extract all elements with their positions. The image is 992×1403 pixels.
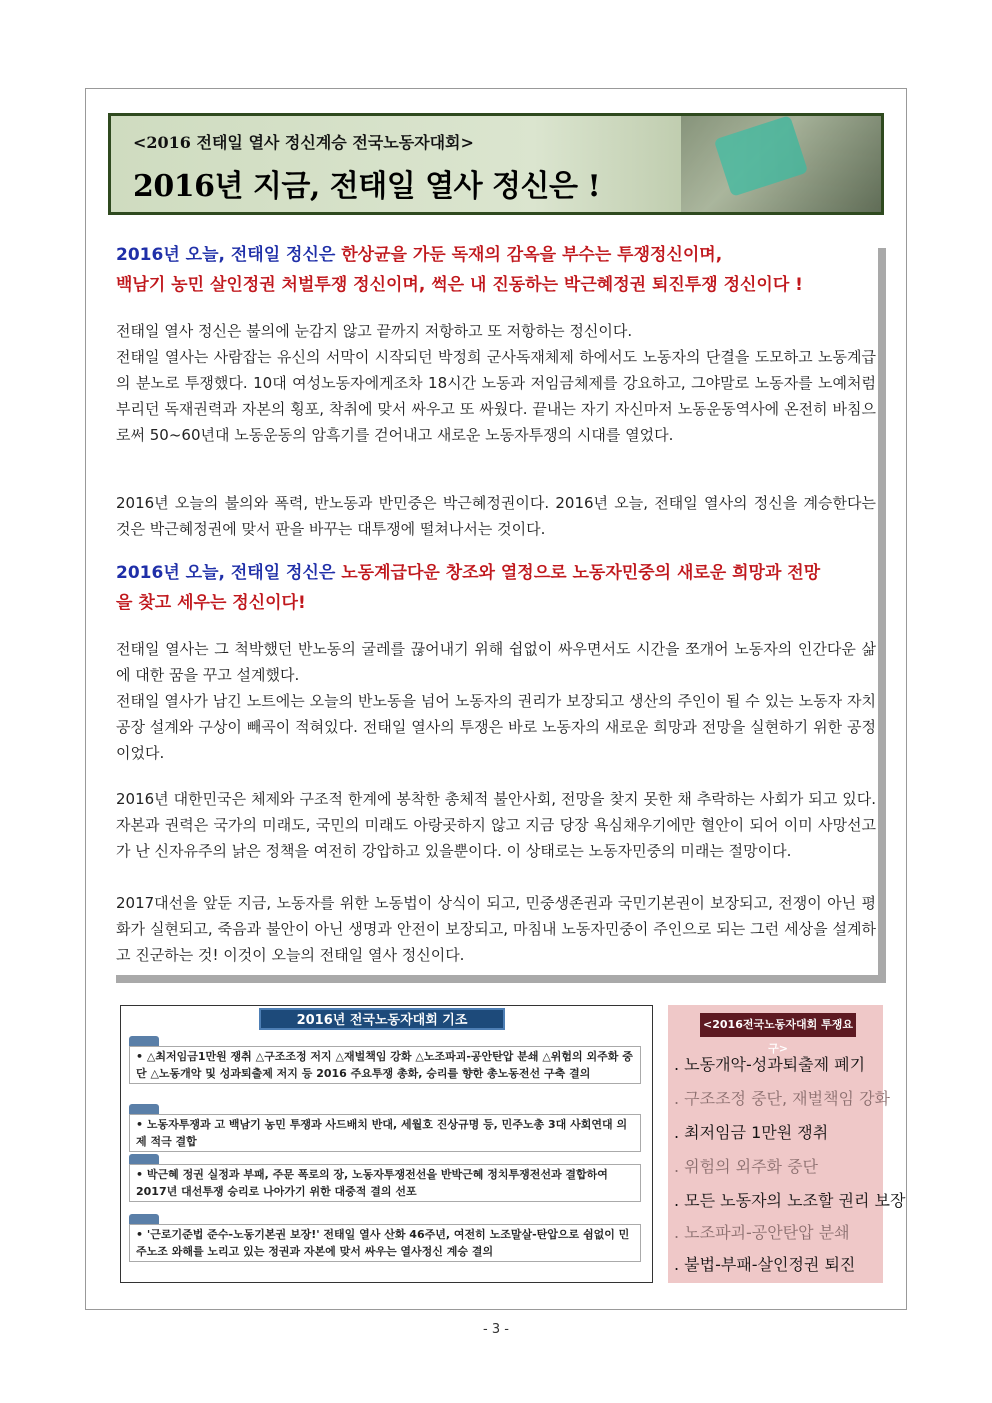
section2-headline-line2: 을 찾고 세우는 정신이다! — [116, 593, 306, 613]
keynote-title: 2016년 전국노동자대회 기조 — [259, 1008, 505, 1030]
section2-headline — [116, 558, 876, 618]
keynote-box — [120, 1005, 653, 1283]
main-article — [108, 240, 878, 975]
section1-headline-emphasis: 한상균을 가둔 독재의 감옥을 부수는 투쟁정신이며, — [341, 245, 723, 265]
section1-paragraph-1: 전태일 열사 정신은 불의에 눈감지 않고 끝까지 저항하고 또 저항하는 정신이다. — [116, 322, 633, 340]
demand-item: . 불법-부패-살인정권 퇴진 — [674, 1255, 856, 1274]
demand-item: . 최저임금 1만원 쟁취 — [674, 1123, 829, 1142]
keynote-tab — [129, 1036, 159, 1046]
section1-paragraph-2: 전태일 열사는 사람잡는 유신의 서막이 시작되던 박정희 군사독재체제 하에서도 노동자의 단결을 도모하고 노동계급의 분노로 투쟁했다. 10대 여성노동자에게조차 18시간 노동과 저임금체제를 강요하고, 그야말로 노동자를 노예처럼 부리던 독재권력과 자본의 횡포, 착취에 맞서 싸우고 또 싸웠다. 끝내는 자기 자신마저 노동운동역사에 온전히 바침으로써 50~60년대 노동운동의 암흑기를 걷어내고 새로운 노동자투쟁의 시대를 열었다. — [116, 348, 876, 444]
section2-paragraph-2: 전태일 열사가 남긴 노트에는 오늘의 반노동을 넘어 노동자의 권리가 보장되고 생산의 주인이 될 수 있는 노동자 자치 공장 설계와 구상이 빼곡이 적혀있다. 전태일 열사의 투쟁은 바로 노동자의 새로운 희망과 전망을 실현하기 위한 공정이었다. — [116, 692, 876, 762]
section1-headline — [116, 240, 876, 300]
demand-item: . 노조파괴-공안탄압 분쇄 — [674, 1223, 850, 1242]
section1-paragraph-3: 2016년 오늘의 불의와 폭력, 반노동과 반민중은 박근혜정권이다. 2016년 오늘, 전태일 열사의 정신을 계승한다는 것은 박근혜정권에 맞서 판을 바꾸는 대투쟁에 떨쳐나서는 것이다. — [116, 494, 876, 538]
section2-paragraph-1: 전태일 열사는 그 척박했던 반노동의 굴레를 끊어내기 위해 쉽없이 싸우면서도 시간을 쪼개어 노동자의 인간다운 삶에 대한 꿈을 꾸고 설계했다. — [116, 640, 876, 684]
demand-item: . 구조조정 중단, 재벌책임 강화 — [674, 1089, 890, 1108]
demand-item: . 모든 노동자의 노조할 권리 보장 — [674, 1191, 906, 1210]
keynote-item: • 노동자투쟁과 고 백남기 농민 투쟁과 사드배치 반대, 세월호 진상규명 등, 민주노총 3대 사회연대 의제 적극 결합 — [129, 1114, 641, 1152]
demands-box — [668, 1005, 906, 1283]
section2-headline-lead: 2016년 오늘, 전태일 정신은 — [116, 563, 342, 583]
demand-item: . 노동개악-성과퇴출제 폐기 — [674, 1055, 866, 1074]
keynote-tab — [129, 1154, 159, 1164]
protest-sign-image — [714, 115, 809, 197]
banner-photo — [681, 116, 881, 212]
demands-title: <2016전국노동자대회 투쟁요구> — [700, 1013, 856, 1037]
keynote-tab — [129, 1214, 159, 1224]
banner-subtitle: <2016 전태일 열사 정신계승 전국노동자대회> — [133, 133, 474, 152]
banner-title: 2016년 지금, 전태일 열사 정신은 ! — [133, 169, 601, 204]
section2-headline-emphasis: 노동계급다운 창조와 열정으로 노동자민중의 새로운 희망과 전망 — [341, 563, 821, 583]
keynote-item: • 박근혜 정권 실정과 부패, 주문 폭로의 장, 노동자투쟁전선을 반박근혜 정치투쟁전선과 결합하여 2017년 대선투쟁 승리로 나아가기 위한 대중적 결의 선포 — [129, 1164, 641, 1202]
section1-headline-lead: 2016년 오늘, 전태일 정신은 — [116, 245, 342, 265]
keynote-item: • △최저임금1만원 쟁취 △구조조정 저지 △재벌책임 강화 △노조파괴-공안탄압 분쇄 △위험의 외주화 중단 △노동개악 및 성과퇴출제 저지 등 2016 주요투쟁 총화, 승리를 향한 총노동전선 구축 결의 — [129, 1046, 641, 1084]
section2-paragraph-4: 2017대선을 앞둔 지금, 노동자를 위한 노동법이 상식이 되고, 민중생존권과 국민기본권이 보장되고, 전쟁이 아닌 평화가 실현되고, 죽음과 불안이 아닌 생명과 안전이 보장되고, 마침내 노동자민중이 주인으로 되는 그런 세상을 설계하고 진군하는 것! 이것이 오늘의 전태일 열사 정신이다. — [116, 894, 876, 964]
page-number: - 3 - — [483, 1322, 509, 1337]
section2-paragraph-3: 2016년 대한민국은 체제와 구조적 한계에 봉착한 총체적 불안사회, 전망을 찾지 못한 채 추락하는 사회가 되고 있다. 자본과 권력은 국가의 미래도, 국민의 미래도 아랑곳하지 않고 지금 당장 욕심채우기에만 혈안이 되어 이미 사망선고가 난 신자유주의 낡은 정책을 여전히 강압하고 있을뿐이다. 이 상태로는 노동자민중의 미래는 절망이다. — [116, 790, 876, 860]
title-banner — [108, 113, 884, 215]
keynote-item: • '근로기준법 준수-노동기본권 보장!' 전태일 열사 산화 46주년, 여전히 노조말살-탄압으로 쉼없이 민주노조 와해를 노리고 있는 정권과 자본에 맞서 싸우는 열사정신 계승 결의 — [129, 1224, 641, 1262]
section1-headline-line2: 백남기 농민 살인정권 처벌투쟁 정신이며, 썩은 내 진동하는 박근혜정권 퇴진투쟁 정신이다 ! — [116, 275, 803, 295]
demand-item: . 위험의 외주화 중단 — [674, 1157, 818, 1176]
keynote-tab — [129, 1104, 159, 1114]
